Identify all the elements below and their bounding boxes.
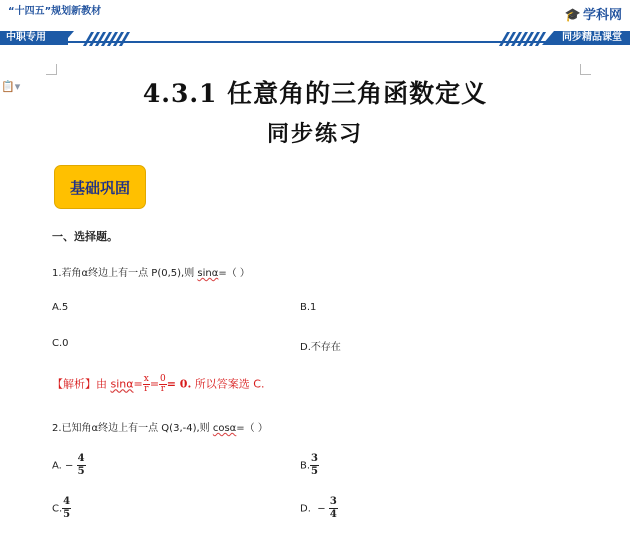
q2-stem-prefix: 2.已知角α终边上有一点 Q(3,-4),则	[52, 423, 213, 434]
series-tag: “十四五”规划新教材	[8, 6, 102, 17]
course-label: 同步精品课堂	[554, 31, 630, 45]
analysis-fraction-2: $\frac{0}{r}$	[160, 374, 166, 394]
q1-stem-prefix: 1.若角α终边上有一点 P(0,5),则	[52, 268, 198, 279]
section-heading: 一、选择题。	[52, 230, 118, 243]
analysis-tag: 【解析】由	[52, 377, 111, 391]
question-1	[52, 264, 250, 279]
site-logo	[565, 4, 622, 23]
section-badge: 基础巩固	[54, 165, 146, 209]
logo-text: 学科网	[582, 8, 622, 23]
stripes-left	[84, 31, 126, 45]
analysis-fraction-1: $\frac{x}{r}$	[143, 374, 149, 394]
owl-icon: 🎓	[564, 8, 581, 23]
analysis-result: = 0.	[166, 377, 192, 391]
page-title: 4.3.1 任意角的三角函数定义	[142, 79, 488, 108]
paste-options-icon[interactable]: 📋▾	[1, 80, 21, 93]
q1-stem-suffix: =（ ）	[218, 268, 250, 279]
q2-stem-suffix: =（ ）	[236, 423, 268, 434]
analysis-conclusion: 所以答案选 C.	[191, 377, 265, 391]
stripes-right	[500, 31, 542, 45]
band-left-slant	[62, 31, 74, 45]
q2-option-a: A. − $\frac{4}{5}$	[52, 453, 85, 477]
analysis-eq2: =	[149, 377, 160, 391]
q2-option-b: B. $\frac{3}{5}$	[300, 453, 319, 477]
question-2	[52, 419, 268, 434]
q1-option-c: C.0	[52, 338, 69, 349]
q1-func: sinα	[197, 268, 219, 279]
analysis-eq: =	[133, 377, 143, 391]
q2-func: cosα	[212, 423, 237, 434]
vocational-label: 中职专用	[0, 31, 68, 45]
q2-option-c: C. $\frac{4}{5}$	[52, 496, 71, 520]
q1-option-d: D.不存在	[300, 342, 341, 353]
page-subtitle: 同步练习	[266, 121, 363, 147]
analysis-func: sinα	[110, 377, 134, 391]
band-right-slant	[542, 31, 554, 45]
q1-option-b: B.1	[300, 302, 317, 313]
q2-option-d: D. − $\frac{3}{4}$	[300, 496, 337, 520]
q1-analysis	[52, 375, 264, 394]
q1-option-a: A.5	[52, 302, 69, 313]
